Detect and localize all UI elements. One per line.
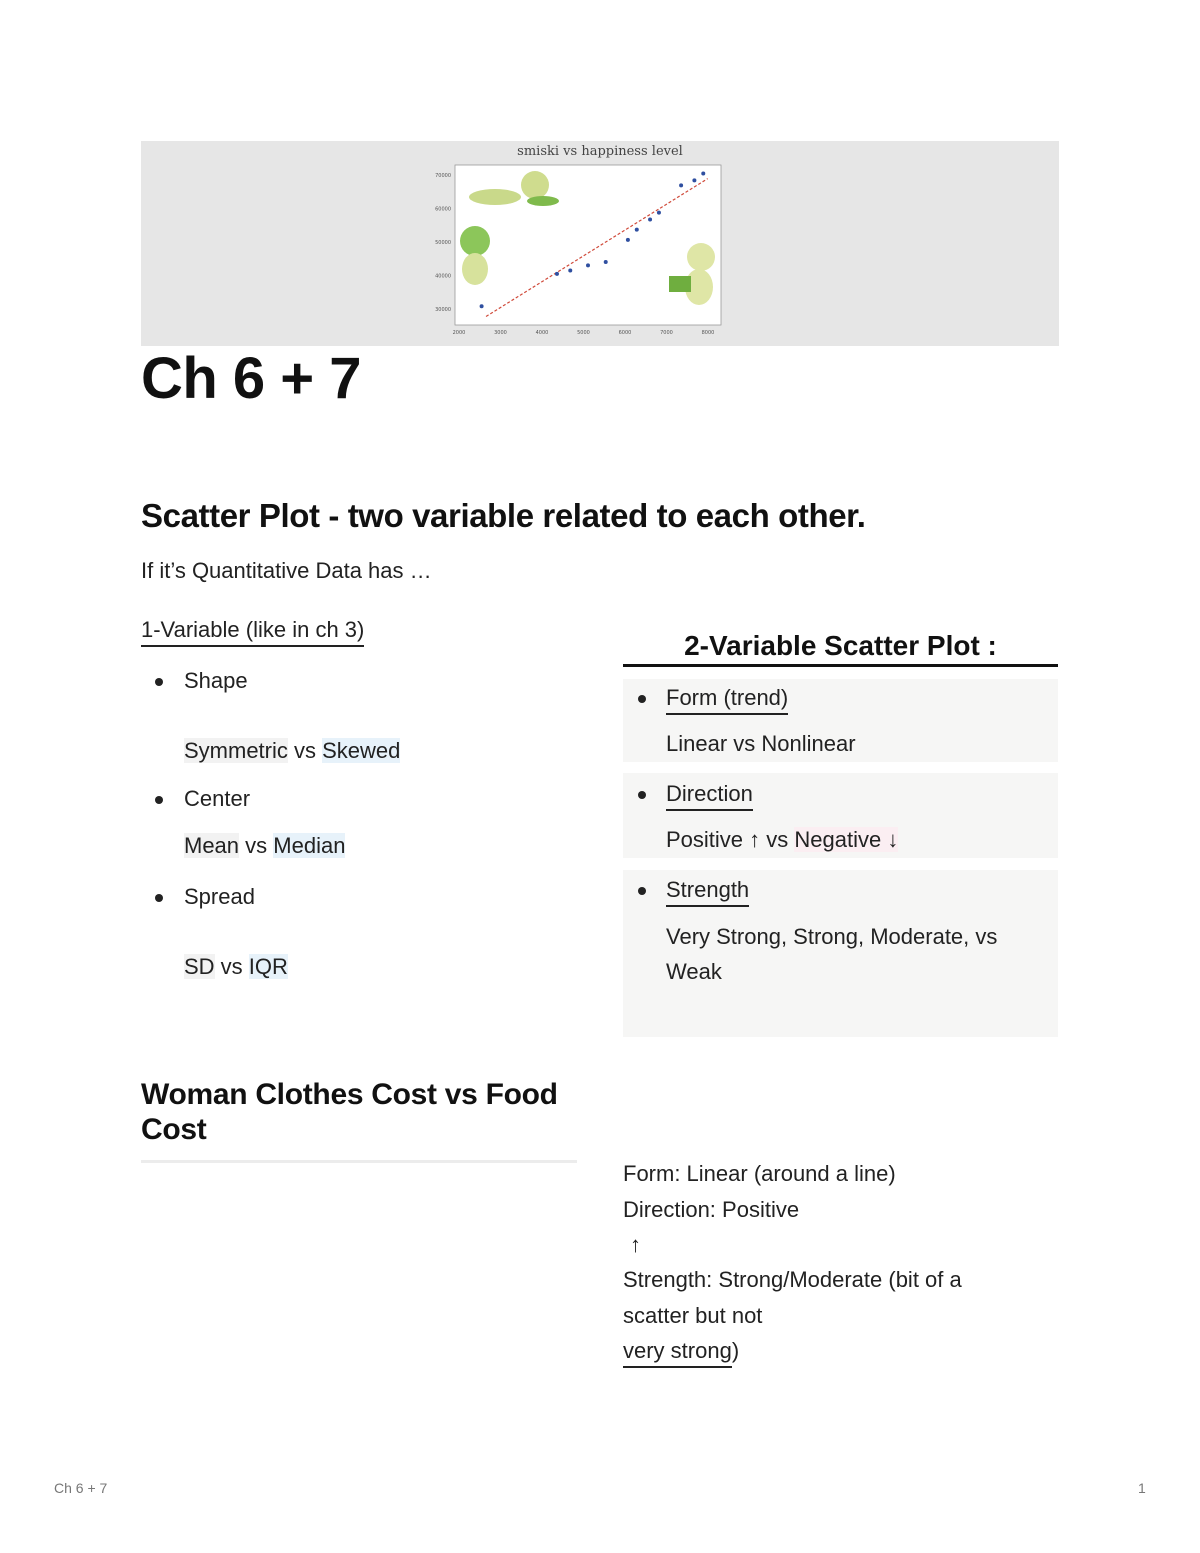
two-variable-heading: 2-Variable Scatter Plot : bbox=[623, 630, 1058, 667]
footer-page-number: 1 bbox=[1138, 1480, 1146, 1496]
x-tick-label: 2000 bbox=[452, 330, 466, 336]
spread-label: Spread bbox=[184, 884, 255, 909]
divider bbox=[141, 1160, 577, 1163]
page-title: Ch 6 + 7 bbox=[141, 346, 362, 411]
median-term: Median bbox=[273, 833, 346, 858]
form-trend-text: Form (trend) bbox=[666, 685, 788, 715]
closing-paren: ) bbox=[731, 1338, 740, 1363]
bullet-icon bbox=[155, 796, 163, 804]
data-point bbox=[626, 238, 630, 242]
x-tick-label: 6000 bbox=[618, 330, 632, 336]
one-variable-heading: 1-Variable (like in ch 3) bbox=[141, 617, 364, 647]
figure-pillow bbox=[527, 196, 559, 206]
notes-direction: Direction: Positive bbox=[623, 1197, 800, 1222]
data-point bbox=[586, 263, 590, 267]
center-label: Center bbox=[184, 786, 251, 811]
very-strong-text: very strong bbox=[623, 1338, 732, 1368]
x-tick-label: 3000 bbox=[494, 330, 507, 336]
bullet-icon bbox=[638, 887, 646, 895]
spread-detail bbox=[184, 954, 288, 980]
section-heading-clothes-food bbox=[141, 1077, 577, 1147]
sd-term: SD bbox=[184, 954, 215, 979]
intro-text: If it’s Quantitative Data has … bbox=[141, 558, 432, 583]
figure-hat-head bbox=[460, 226, 490, 256]
strength-label bbox=[666, 877, 749, 903]
data-point bbox=[679, 183, 683, 187]
heading-line-1: Woman Clothes Cost vs Food bbox=[141, 1078, 558, 1111]
x-tick-label: 4000 bbox=[535, 330, 549, 336]
strength-text: Strength bbox=[666, 877, 749, 907]
form-detail: Linear vs Nonlinear bbox=[666, 731, 856, 756]
figure-hat-body bbox=[462, 253, 488, 285]
notes-strength-line1: Strength: Strong/Moderate (bit of a bbox=[623, 1267, 962, 1292]
bullet-icon bbox=[638, 791, 646, 799]
form-label bbox=[666, 685, 788, 711]
heading-line-2: Cost bbox=[141, 1113, 207, 1146]
up-arrow-icon: ↑ bbox=[630, 1232, 641, 1257]
notes-strength-line2: scatter but not bbox=[623, 1303, 763, 1328]
figure-lying-body bbox=[469, 189, 521, 205]
plot-area bbox=[455, 165, 721, 325]
negative-term: Negative ↓ bbox=[794, 827, 899, 852]
y-tick-label: 40000 bbox=[435, 273, 451, 280]
iqr-term: IQR bbox=[248, 954, 288, 979]
data-point bbox=[604, 260, 608, 264]
vs-text: vs bbox=[287, 738, 323, 763]
mean-term: Mean bbox=[184, 833, 240, 858]
strength-detail-line2: Weak bbox=[666, 959, 722, 984]
data-point bbox=[480, 304, 484, 308]
x-tick-label: 8000 bbox=[701, 330, 715, 336]
skewed-term: Skewed bbox=[322, 738, 401, 763]
direction-text: Direction bbox=[666, 781, 753, 811]
vs-text: vs bbox=[760, 827, 795, 852]
data-point bbox=[635, 228, 639, 232]
data-point bbox=[648, 217, 652, 221]
notes-form: Form: Linear (around a line) bbox=[623, 1161, 896, 1186]
data-point bbox=[657, 211, 661, 215]
notes-strength-line3 bbox=[623, 1338, 739, 1364]
section-heading-scatter-plot: Scatter Plot - two variable related to each other. bbox=[141, 497, 866, 534]
bullet-icon bbox=[155, 678, 163, 686]
shape-detail bbox=[184, 738, 400, 764]
cover-scatter-chart bbox=[141, 141, 1059, 346]
y-tick-label: 50000 bbox=[435, 240, 451, 246]
data-point bbox=[568, 269, 572, 273]
direction-label bbox=[666, 781, 753, 807]
center-detail bbox=[184, 833, 345, 859]
y-tick-label: 30000 bbox=[435, 307, 451, 313]
x-tick-label: 5000 bbox=[577, 330, 590, 336]
bullet-icon bbox=[638, 695, 646, 703]
cover-image bbox=[141, 141, 1059, 346]
positive-term: Positive ↑ bbox=[666, 827, 761, 852]
data-point bbox=[701, 172, 705, 176]
symmetric-term: Symmetric bbox=[184, 738, 288, 763]
figure-laptop bbox=[669, 276, 691, 292]
figure-laptop-head bbox=[687, 243, 715, 271]
y-tick-label: 70000 bbox=[435, 173, 451, 179]
vs-text: vs bbox=[239, 833, 274, 858]
data-point bbox=[692, 178, 696, 182]
bullet-icon bbox=[155, 894, 163, 902]
direction-detail bbox=[666, 827, 898, 853]
x-tick-label: 7000 bbox=[660, 330, 673, 336]
data-point bbox=[555, 272, 559, 276]
figure-lying-head bbox=[521, 171, 549, 199]
strength-detail-line1: Very Strong, Strong, Moderate, vs bbox=[666, 924, 998, 949]
cover-chart-title: smiski vs happiness level bbox=[517, 144, 683, 159]
shape-label: Shape bbox=[184, 668, 248, 693]
footer-page-name: Ch 6 + 7 bbox=[54, 1480, 108, 1496]
y-tick-label: 60000 bbox=[435, 206, 451, 213]
left-column-heading bbox=[141, 617, 364, 643]
vs-text: vs bbox=[214, 954, 249, 979]
